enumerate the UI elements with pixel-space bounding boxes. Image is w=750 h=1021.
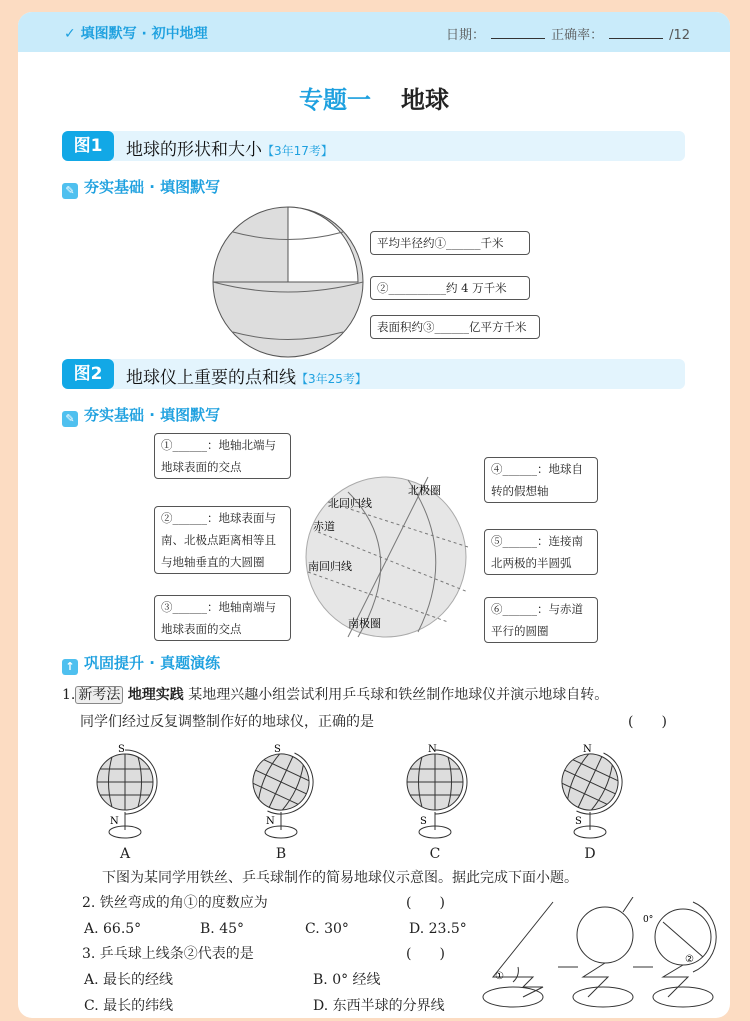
option-label: D [584,846,596,862]
globe-icon [236,742,326,842]
q2-option-d[interactable]: D. 23.5° [409,921,467,937]
arrow-up-icon: ↑ [62,659,78,675]
globe-option-d[interactable] [545,742,635,862]
pole-bottom-label: N [266,816,275,827]
answer-paren-3[interactable]: ( ) [406,946,445,962]
pencil-icon: ✎ [62,411,78,427]
fig1-label-radius[interactable]: 平均半径约①______千米 [370,231,530,255]
option-label: C [429,846,441,862]
pole-bottom-label: S [420,816,427,827]
question-1-line2: 同学们经过反复调整制作好的地球仪，正确的是 [80,714,374,730]
question-2: 2. 铁丝弯成的角①的度数应为 [82,895,268,911]
option-label: B [275,846,287,862]
q2-option-b[interactable]: B. 45° [200,921,245,937]
option-label: A [119,846,131,862]
pole-bottom-label: N [110,816,119,827]
globe-label-cancer: 北回归线 [328,497,372,510]
q3-option-a[interactable]: A. 最长的经线 [84,972,174,988]
globe-icon [545,742,635,842]
brand: ✓ 填图默写 · 初中地理 [64,26,208,42]
q2-option-c[interactable]: C. 30° [305,921,349,937]
worksheet-page [18,12,730,1018]
fig2-box-4[interactable]: ④______：地球自转的假想轴 [484,457,598,503]
globe-option-c[interactable] [390,742,480,862]
date-blank[interactable] [491,38,545,39]
question-3: 3. 乒乓球上线条②代表的是 [82,946,254,962]
q3-option-b[interactable]: B. 0° 经线 [313,972,381,988]
q2-option-a[interactable]: A. 66.5° [84,921,142,937]
date-accuracy: 日期： 正确率： /12 [446,28,690,43]
fig2-box-2[interactable]: ②______：地球表面与南、北极点距离相等且与地轴垂直的大圆圈 [154,506,291,574]
pole-top-label: S [274,744,281,755]
globe-label-arctic: 北极圈 [408,484,441,497]
fig2-subtitle: ✎ 夯实基础 · 填图默写 [62,404,220,427]
globe-option-a[interactable] [80,742,170,862]
fig2-box-3[interactable]: ③______：地轴南端与地球表面的交点 [154,595,291,641]
fig2-box-6[interactable]: ⑥______：与赤道平行的圆圈 [484,597,598,643]
simple-globe-diagram [473,897,723,1012]
section-fig1: 图1 地球的形状和大小【3年17考】 [62,131,685,161]
zero-label: 0° [643,915,654,925]
page-title: 专题一 地球 [299,86,449,114]
globe-icon [390,742,480,842]
fig2-box-5[interactable]: ⑤______：连接南北两极的半圆弧 [484,529,598,575]
pole-bottom-label: S [575,816,582,827]
question-1: 1. 新考法 地理实践 某地理兴趣小组尝试利用乒乓球和铁丝制作地球仪并演示地球自转。 [62,687,609,703]
q3-option-d[interactable]: D. 东西半球的分界线 [313,998,445,1014]
fig1-subtitle: ✎ 夯实基础 · 填图默写 [62,176,220,199]
q3-option-c[interactable]: C. 最长的纬线 [84,998,174,1014]
pole-top-label: N [428,744,437,755]
angle-label: ① [495,971,504,982]
answer-paren-1[interactable]: ( ) [628,714,667,730]
globe-option-b[interactable] [236,742,326,862]
pencil-icon: ✎ [62,183,78,199]
fig1-label-circumference[interactable]: ②__________约 4 万千米 [370,276,530,300]
globe-label-antarctic: 南极圈 [348,617,381,630]
earth-cutaway-diagram [203,202,373,362]
pole-top-label: S [118,744,125,755]
fig2-box-1[interactable]: ①______：地轴北端与地球表面的交点 [154,433,291,479]
practice-subtitle: ↑ 巩固提升 · 真题演练 [62,652,220,675]
line-label: ② [685,954,694,965]
fig1-label-area[interactable]: 表面积约③______亿平方千米 [370,315,540,339]
globe-label-equator: 赤道 [313,520,335,533]
section-fig2: 图2 地球仪上重要的点和线【3年25考】 [62,359,685,389]
check-icon: ✓ [64,26,81,42]
globe-lines-diagram [298,462,478,642]
globe-label-capricorn: 南回归线 [308,560,352,573]
intro-text: 下图为某同学用铁丝、乒乓球制作的简易地球仪示意图。据此完成下面小题。 [102,870,578,886]
answer-paren-2[interactable]: ( ) [406,895,445,911]
header-bar [18,12,730,52]
globe-icon [80,742,170,842]
accuracy-blank[interactable] [609,38,663,39]
pole-top-label: N [583,744,592,755]
